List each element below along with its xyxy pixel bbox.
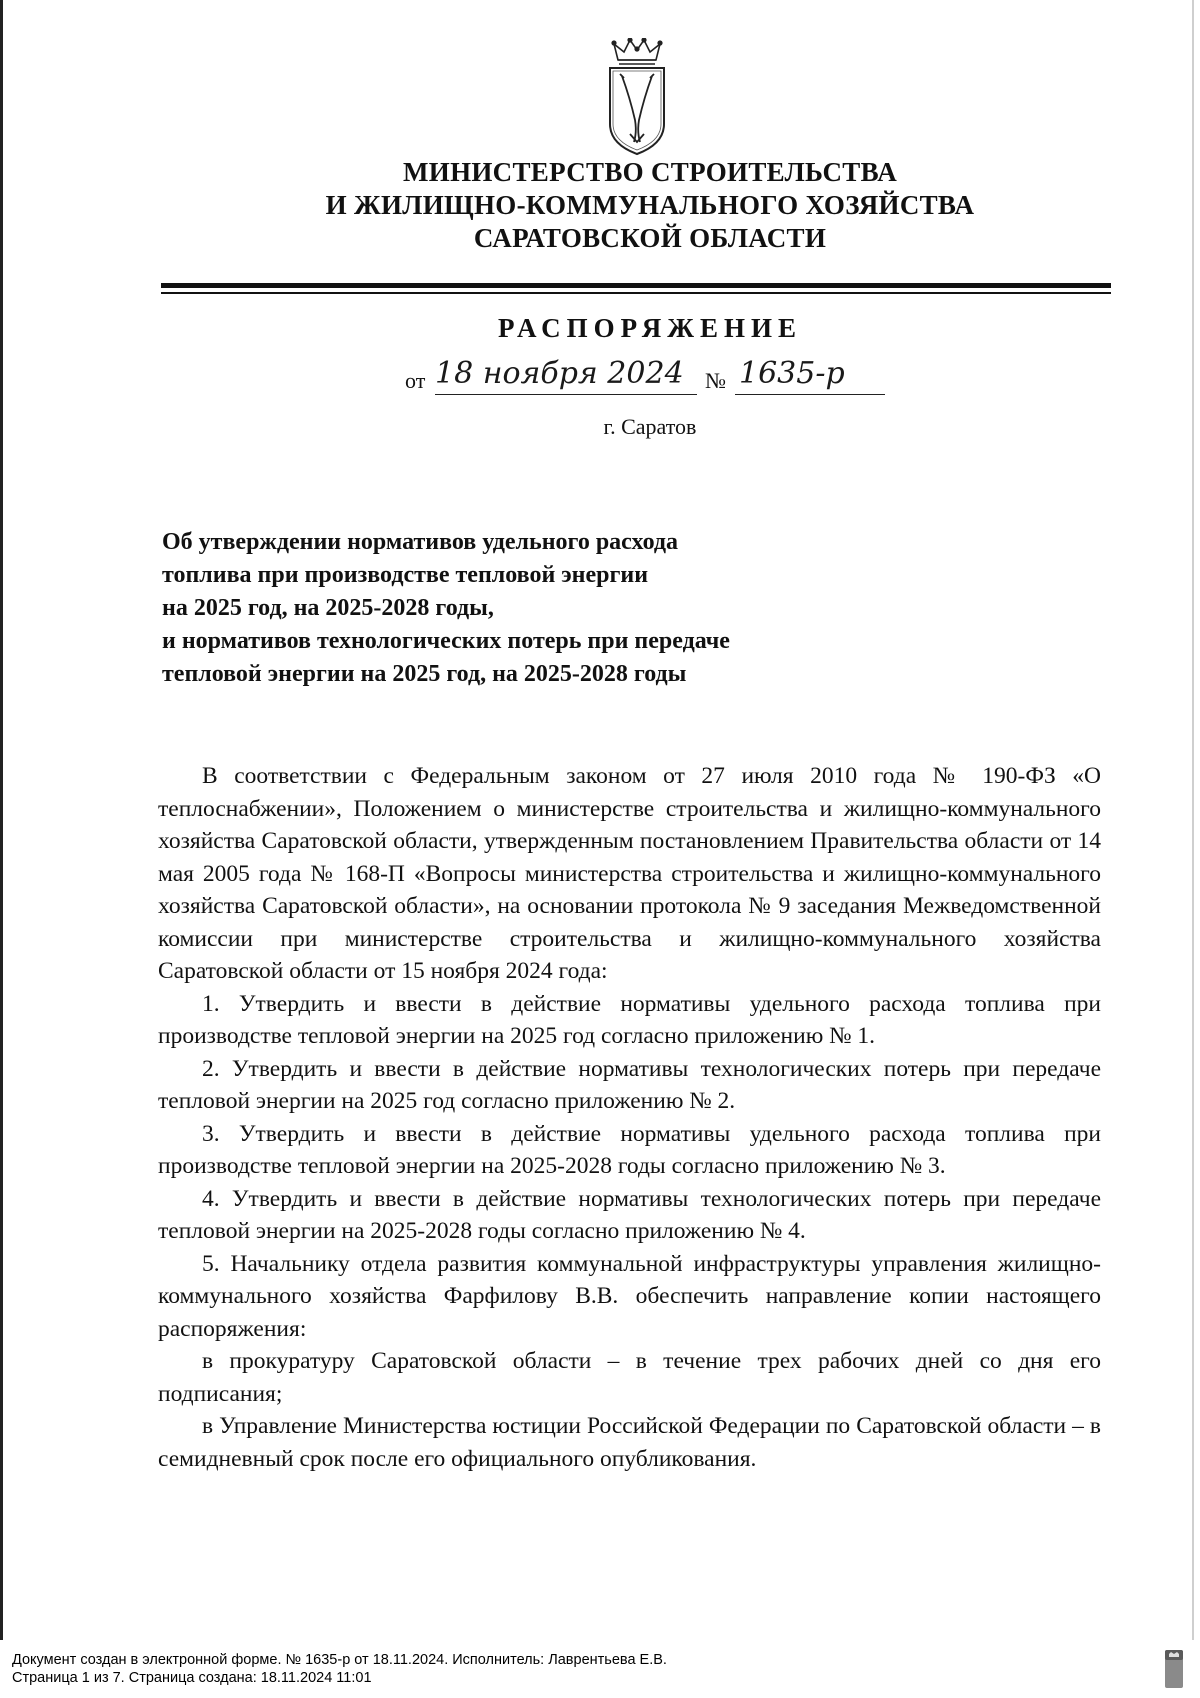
clause-paragraph: 1. Утвердить и ввести в действие нормативы удельного расхода топлива при производстве тепловой энергии на 2025 год согласно приложению № 1. <box>158 990 1101 1049</box>
preamble-paragraph: В соответствии с Федеральным законом от 27 июля 2010 года № 190-ФЗ «О теплоснабжении», Положением о министерстве строительства и жилищно-коммунального хозяйства Саратовской области, утвержденным постановлением Правительства области от 14 мая 2005 года № 168-П «Вопросы министерства строительства и жилищно-коммунального хозяйства Саратовской области», на основании протокола № 9 заседания Межведомственной комиссии при министерстве строительства и жилищно-коммунального хозяйства Саратовской области от 15 ноября 2024 года: <box>158 763 1101 984</box>
number-underline <box>735 394 885 395</box>
subject-line: тепловой энергии на 2025 год, на 2025-2028 годы <box>162 661 687 687</box>
scan-right-edge <box>1192 0 1194 1640</box>
clause-paragraph: в прокуратуру Саратовской области – в течение трех рабочих дней со дня его подписания; <box>158 1348 1101 1407</box>
footer-line: Страница 1 из 7. Страница создана: 18.11.2024 11:01 <box>12 1670 372 1686</box>
ministry-name <box>150 156 1150 255</box>
subject-line: топлива при производстве тепловой энергии <box>162 562 649 588</box>
date-underline <box>435 394 697 395</box>
electronic-document-footer <box>12 1651 667 1687</box>
ministry-line: САРАТОВСКОЙ ОБЛАСТИ <box>473 223 827 253</box>
coat-of-arms-icon <box>604 38 670 158</box>
document-type: РАСПОРЯЖЕНИЕ <box>497 313 803 343</box>
footer-line: Документ создан в электронной форме. № 1635-р от 18.11.2024. Исполнитель: Лаврентьева Е.В. <box>12 1652 667 1668</box>
scan-left-edge <box>0 0 3 1640</box>
subject-line: Об утверждении нормативов удельного расхода <box>162 529 679 555</box>
handwritten-date: 18 ноября 2024 <box>435 356 684 391</box>
clause-paragraph: 5. Начальнику отдела развития коммунальной инфраструктуры управления жилищно-коммунального хозяйства Фарфилову В.В. обеспечить направление копии настоящего распоряжения: <box>158 1250 1101 1342</box>
header-divider-thin <box>161 292 1111 294</box>
city: г. Саратов <box>603 414 697 439</box>
ministry-line: МИНИСТЕРСТВО СТРОИТЕЛЬСТВА <box>402 157 897 187</box>
clause-paragraph: в Управление Министерства юстиции Российской Федерации по Саратовской области – в семидневный срок после его официального опубликования. <box>158 1413 1101 1472</box>
ministry-line: И ЖИЛИЩНО-КОММУНАЛЬНОГО ХОЗЯЙСТВА <box>325 190 975 220</box>
subject-line: и нормативов технологических потерь при передаче <box>162 628 730 654</box>
clause-paragraph: 3. Утвердить и ввести в действие нормативы удельного расхода топлива при производстве тепловой энергии на 2025-2028 годы согласно приложению № 3. <box>158 1120 1101 1179</box>
clause-paragraph: 4. Утвердить и ввести в действие нормативы технологических потерь при передаче тепловой энергии на 2025-2028 годы согласно приложению № 4. <box>158 1185 1101 1244</box>
clause-paragraph: 2. Утвердить и ввести в действие нормативы технологических потерь при передаче тепловой энергии на 2025 год согласно приложению № 2. <box>158 1055 1101 1114</box>
subject-line: на 2025 год, на 2025-2028 годы, <box>162 595 494 621</box>
document-body <box>158 760 1101 1475</box>
document-subject <box>162 526 730 691</box>
handwritten-number: 1635-р <box>739 356 845 391</box>
date-prefix: от <box>405 368 426 393</box>
document-stamp-icon <box>1163 1648 1185 1690</box>
header-divider-thick <box>161 283 1111 288</box>
number-prefix: № <box>705 368 726 393</box>
